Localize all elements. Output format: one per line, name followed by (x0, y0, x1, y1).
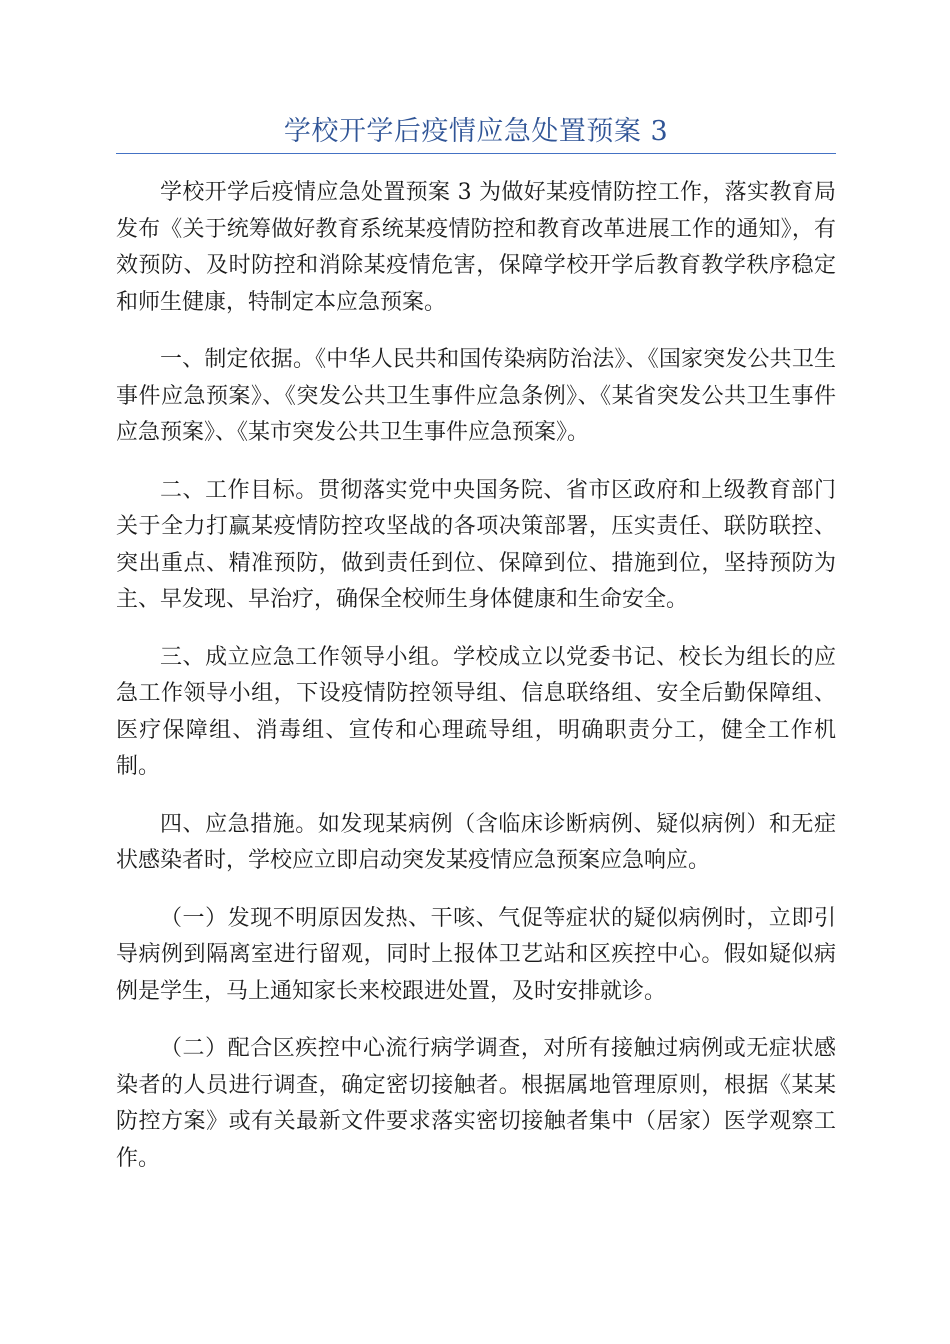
title-underline (116, 153, 836, 154)
document-body (116, 175, 836, 1177)
document-page (116, 0, 836, 1198)
paragraph-intro: 学校开学后疫情应急处置预案 3 为做好某疫情防控工作，落实教育局发布《关于统筹做好教育系统某疫情防控和教育改革进展工作的通知》，有效预防、及时防控和消除某疫情危害，保障学校开学后教育教学秩序稳定和师生健康，特制定本应急预案。 (116, 180, 836, 315)
paragraph-measure-2: （二）配合区疾控中心流行病学调查，对所有接触过病例或无症状感染者的人员进行调查，确定密切接触者。根据属地管理原则，根据《某某防控方案》或有关最新文件要求落实密切接触者集中（居家）医学观察工作。 (116, 1036, 836, 1171)
paragraph-leadership-group: 三、成立应急工作领导小组。学校成立以党委书记、校长为组长的应急工作领导小组，下设疫情防控领导组、信息联络组、安全后勤保障组、医疗保障组、消毒组、宣传和心理疏导组，明确职责分工，健全工作机制。 (116, 644, 836, 779)
paragraph-goals: 二、工作目标。贯彻落实党中央国务院、省市区政府和上级教育部门关于全力打赢某疫情防控攻坚战的各项决策部署，压实责任、联防联控、突出重点、精准预防，做到责任到位、保障到位、措施到位，坚持预防为主、早发现、早治疗，确保全校师生身体健康和生命安全。 (116, 477, 836, 612)
paragraph-measure-1: （一）发现不明原因发热、干咳、气促等症状的疑似病例时，立即引导病例到隔离室进行留观，同时上报体卫艺站和区疾控中心。假如疑似病例是学生，马上通知家长来校跟进处置，及时安排就诊。 (116, 905, 836, 1004)
document-title: 学校开学后疫情应急处置预案 3 (283, 116, 669, 147)
paragraph-basis: 一、制定依据。《中华人民共和国传染病防治法》、《国家突发公共卫生事件应急预案》、《突发公共卫生事件应急条例》、《某省突发公共卫生事件应急预案》、《某市突发公共卫生事件应急预案》。 (116, 347, 836, 445)
paragraph-emergency-measures: 四、应急措施。如发现某病例（含临床诊断病例、疑似病例）和无症状感染者时，学校应立即启动突发某疫情应急预案应急响应。 (116, 811, 836, 873)
